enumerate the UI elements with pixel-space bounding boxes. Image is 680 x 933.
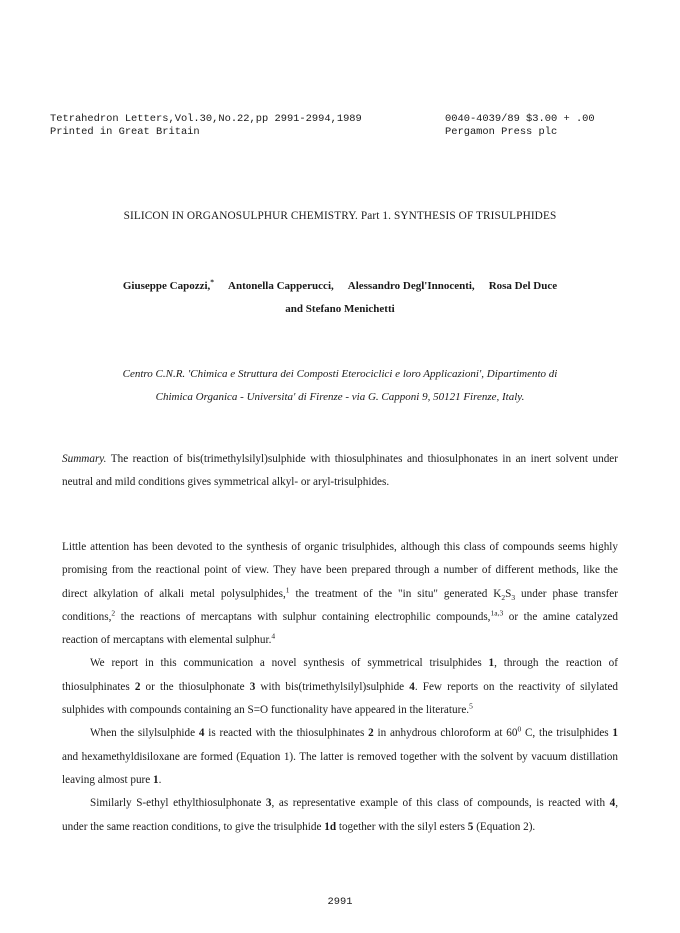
text-run: is reacted with the thiosulphinates bbox=[204, 727, 369, 740]
text-run: in anhydrous chloroform at 60 bbox=[373, 727, 518, 740]
degree-mark: 0 bbox=[517, 724, 522, 734]
text-run: When the silylsulphide bbox=[90, 727, 199, 740]
text-run: or the thiosulphonate bbox=[140, 680, 250, 693]
text-run: together with the silyl esters bbox=[336, 820, 468, 833]
subscript: 3 bbox=[511, 592, 516, 602]
text-run: the treatment of the "in situ" generated K bbox=[289, 587, 502, 600]
text-run: (Equation 2). bbox=[473, 820, 536, 833]
compound-number: 3 bbox=[249, 680, 256, 693]
text-run: , through the reaction of thiosulphinates bbox=[62, 657, 618, 693]
text-run: S bbox=[505, 587, 512, 600]
text-run: Little attention has been devoted to the synthesis of organic trisulphides, although this class of compounds seems highly promising from the reactional point of view. They have been prepared through a number of different methods, like the direct alkylation of alkali metal polysulphides, bbox=[62, 541, 618, 600]
body-text bbox=[62, 536, 618, 839]
paragraph bbox=[62, 792, 618, 839]
compound-number: 2 bbox=[368, 727, 374, 740]
text-run: and hexamethyldisiloxane are formed (Equation 1). The latter is removed together with the solvent by vacuum distillation leaving almost pure bbox=[62, 750, 618, 786]
paragraph bbox=[62, 652, 618, 722]
reference-mark: 5 bbox=[469, 701, 473, 711]
journal-citation: Tetrahedron Letters,Vol.30,No.22,pp 2991-2994,1989 bbox=[50, 113, 362, 125]
paper-title: SILICON IN ORGANOSULPHUR CHEMISTRY. Part 1. SYNTHESIS OF TRISULPHIDES bbox=[123, 210, 557, 222]
affiliation-line: Chimica Organica - Universita' di Firenze - via G. Capponi 9, 50121 Firenze, Italy. bbox=[155, 391, 525, 403]
author: and Stefano Menichetti bbox=[285, 303, 395, 315]
text-run: . bbox=[158, 773, 162, 786]
text-run: . Few reports on the reactivity of silylated sulphides with compounds containing an S=O functionality have appeared in the literature. bbox=[62, 680, 619, 717]
text-run: C, the trisulphides bbox=[521, 727, 613, 740]
reference-mark: 1a,3 bbox=[490, 608, 504, 618]
reference-mark: 4 bbox=[271, 631, 276, 641]
journal-header bbox=[50, 113, 362, 139]
compound-number: 1 bbox=[153, 773, 159, 786]
compound-number: 4 bbox=[409, 680, 415, 693]
author: Rosa Del Duce bbox=[488, 280, 558, 292]
reference-mark: 1 bbox=[285, 584, 290, 594]
compound-number: 1 bbox=[612, 727, 618, 740]
author-line-2 bbox=[0, 298, 680, 321]
compound-number: 1 bbox=[488, 657, 495, 670]
printed-in: Printed in Great Britain bbox=[50, 126, 200, 138]
text-run: or the amine catalyzed reaction of mercaptans with elemental sulphur. bbox=[62, 610, 618, 647]
author-list bbox=[0, 275, 680, 321]
compound-number: 4 bbox=[198, 727, 205, 740]
subscript: 2 bbox=[501, 592, 506, 602]
corresponding-author-mark: * bbox=[210, 277, 215, 287]
compound-number: 5 bbox=[467, 820, 474, 833]
affiliation bbox=[60, 363, 620, 409]
author: Antonella Capperucci, bbox=[228, 280, 334, 292]
summary bbox=[62, 448, 618, 494]
text-run: with bis(trimethylsilyl)sulphide bbox=[255, 680, 410, 693]
text-run: under phase transfer conditions, bbox=[62, 587, 619, 623]
author: Alessandro Degl'Innocenti, bbox=[347, 280, 475, 292]
page-number: 2991 bbox=[327, 896, 353, 908]
text-run: Similarly S-ethyl ethylthiosulphonate bbox=[90, 797, 266, 810]
compound-number: 1d bbox=[324, 820, 337, 833]
publisher-header bbox=[445, 113, 595, 139]
text-run: , as representative example of this class of compounds, is reacted with bbox=[271, 797, 610, 810]
publisher: Pergamon Press plc bbox=[445, 126, 558, 138]
text-run: , under the same reaction conditions, to give the trisulphide bbox=[62, 797, 618, 833]
compound-number: 2 bbox=[134, 680, 141, 693]
paragraph bbox=[62, 722, 618, 792]
compound-number: 3 bbox=[265, 797, 272, 810]
compound-number: 4 bbox=[609, 797, 616, 810]
summary-text: The reaction of bis(trimethylsilyl)sulphide with thiosulphinates and thiosulphonates in an inert solvent under neutral and mild conditions gives symmetrical alkyl- or aryl-trisulphides. bbox=[62, 453, 618, 488]
author: Giuseppe Capozzi, bbox=[122, 280, 211, 292]
text-run: We report in this communication a novel synthesis of symmetrical trisulphides bbox=[90, 657, 489, 670]
summary-label: Summary. bbox=[62, 453, 107, 465]
text-run: the reactions of mercaptans with sulphur containing electrophilic compounds, bbox=[115, 610, 491, 623]
author-line-1 bbox=[0, 275, 680, 298]
affiliation-line: Centro C.N.R. 'Chimica e Struttura dei Composti Eterociclici e loro Applicazioni', Dipartimento di bbox=[122, 368, 558, 380]
price-code: 0040-4039/89 $3.00 + .00 bbox=[445, 113, 595, 125]
reference-mark: 2 bbox=[111, 608, 116, 618]
paragraph bbox=[62, 536, 618, 652]
